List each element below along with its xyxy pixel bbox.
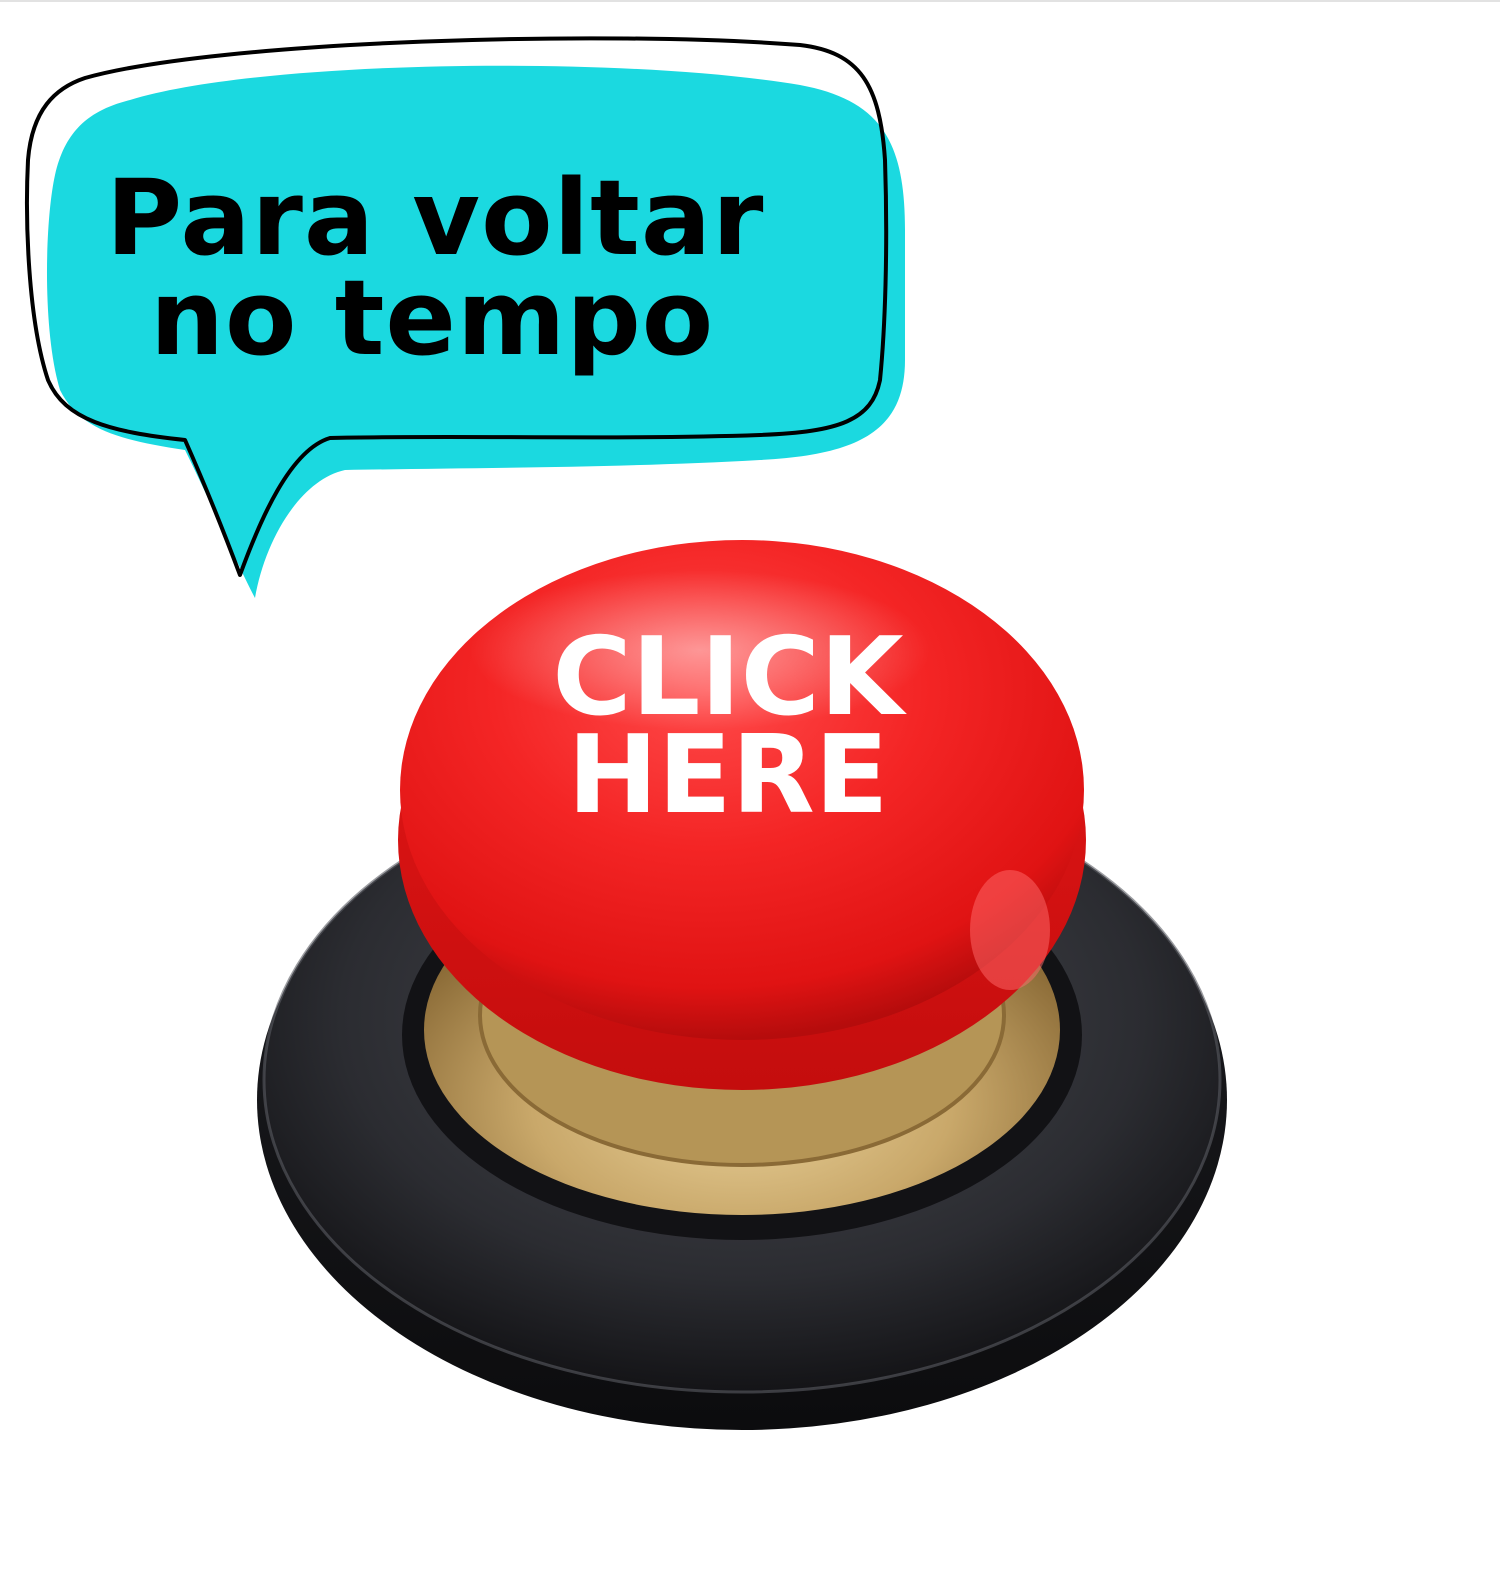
button-cap-shine xyxy=(970,870,1050,990)
bubble-line-2: no tempo xyxy=(150,257,715,379)
bubble-line-1: Para voltar xyxy=(106,157,765,279)
button-label-line-2: HERE xyxy=(567,713,889,838)
button-label-line-1: CLICK xyxy=(552,615,904,740)
speech-bubble xyxy=(27,38,905,598)
click-here-button[interactable] xyxy=(257,540,1227,1430)
